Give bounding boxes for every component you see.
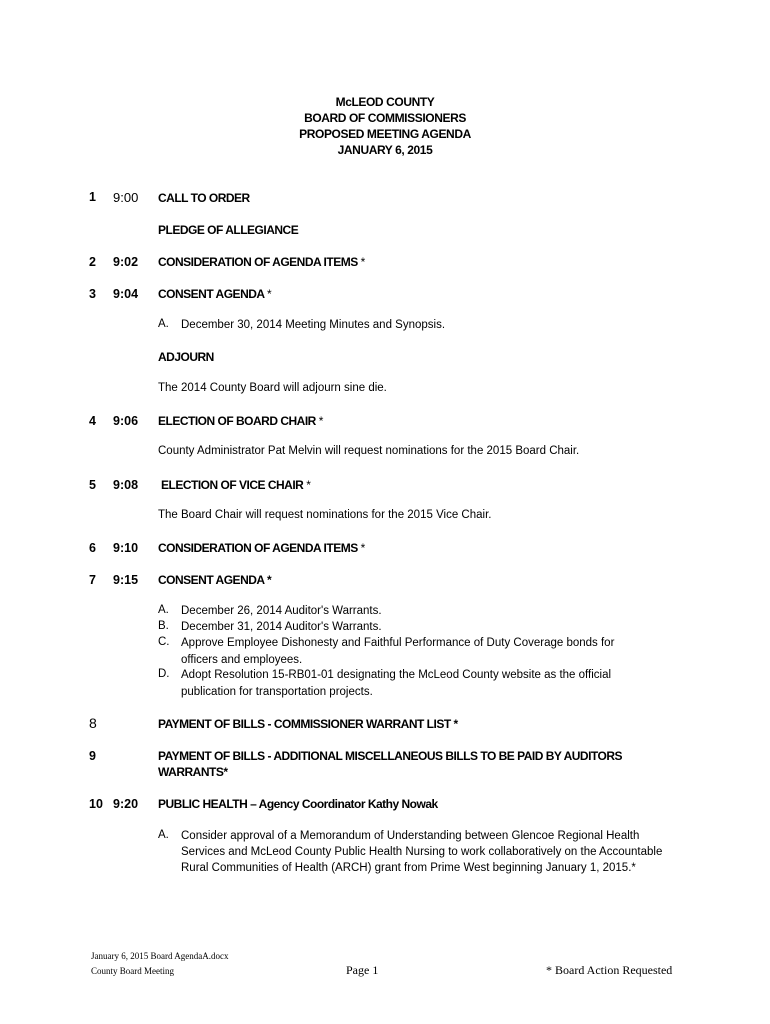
list-letter: A. <box>158 604 169 616</box>
list-item-continued: publication for transportation projects. <box>181 686 373 698</box>
item-heading: PLEDGE OF ALLEGIANCE <box>158 223 299 237</box>
item-number: 3 <box>89 287 96 301</box>
item-number: 5 <box>89 478 96 492</box>
footer-note: * Board Action Requested <box>546 963 673 977</box>
item-number: 7 <box>89 573 96 587</box>
item-number: 10 <box>89 797 103 811</box>
item-number: 8 <box>89 715 97 731</box>
agenda-title: PROPOSED MEETING AGENDA <box>299 127 471 141</box>
footer-page-number: Page 1 <box>346 963 379 977</box>
item-time: 9:04 <box>113 287 139 301</box>
list-item: December 26, 2014 Auditor's Warrants. <box>181 605 382 617</box>
item-heading: CONSIDERATION OF AGENDA ITEMS * <box>158 541 365 555</box>
item-number: 1 <box>89 190 96 204</box>
item-heading: PAYMENT OF BILLS - ADDITIONAL MISCELLANEOUS BILLS TO BE PAID BY AUDITORS <box>158 749 623 763</box>
list-item: Adopt Resolution 15-RB01-01 designating the McLeod County website as the official <box>181 669 612 681</box>
item-heading: ELECTION OF VICE CHAIR * <box>161 478 311 492</box>
list-item-continued: officers and employees. <box>181 654 303 666</box>
item-time: 9:06 <box>113 414 139 428</box>
item-text: County Administrator Pat Melvin will request nominations for the 2015 Board Chair. <box>158 445 580 457</box>
item-heading: CONSENT AGENDA * <box>158 573 272 587</box>
item-time: 9:10 <box>113 541 139 555</box>
agenda-date: JANUARY 6, 2015 <box>337 143 433 157</box>
list-item-continued: Rural Communities of Health (ARCH) grant from Prime West beginning January 1, 2015.* <box>181 862 636 874</box>
item-time: 9:08 <box>113 478 139 492</box>
item-time: 9:02 <box>113 255 139 269</box>
item-heading: PUBLIC HEALTH – Agency Coordinator Kathy Nowak <box>158 797 438 811</box>
board-name: BOARD OF COMMISSIONERS <box>304 111 466 125</box>
item-number: 6 <box>89 541 96 555</box>
item-number: 9 <box>89 749 96 763</box>
list-item: Consider approval of a Memorandum of Understanding between Glencoe Regional Health <box>181 830 640 842</box>
footer-filename: January 6, 2015 Board AgendaA.docx <box>91 951 229 961</box>
list-letter: D. <box>158 668 170 680</box>
item-heading: CONSENT AGENDA * <box>158 287 272 301</box>
county-name: McLEOD COUNTY <box>335 95 435 109</box>
list-item: Approve Employee Dishonesty and Faithful Performance of Duty Coverage bonds for <box>181 637 615 649</box>
item-heading-continued: WARRANTS* <box>158 765 228 779</box>
item-heading: ELECTION OF BOARD CHAIR * <box>158 414 323 428</box>
item-number: 2 <box>89 255 96 269</box>
list-item: December 30, 2014 Meeting Minutes and Synopsis. <box>181 319 446 331</box>
item-number: 4 <box>89 414 96 428</box>
item-text: The 2014 County Board will adjourn sine die. <box>158 382 387 394</box>
item-text: The Board Chair will request nominations for the 2015 Vice Chair. <box>158 509 492 521</box>
list-item-continued: Services and McLeod County Public Health Nursing to work collaboratively on the Accountable <box>181 846 663 858</box>
footer-meeting: County Board Meeting <box>91 966 174 976</box>
list-letter: C. <box>158 636 170 648</box>
item-heading: CALL TO ORDER <box>158 191 250 205</box>
list-letter: A. <box>158 318 169 330</box>
item-heading: ADJOURN <box>158 350 214 364</box>
item-time: 9:15 <box>113 573 139 587</box>
item-heading: CONSIDERATION OF AGENDA ITEMS * <box>158 255 365 269</box>
list-letter: B. <box>158 620 169 632</box>
item-time: 9:00 <box>113 190 139 205</box>
item-time: 9:20 <box>113 797 139 811</box>
list-letter: A. <box>158 829 169 841</box>
list-item: December 31, 2014 Auditor's Warrants. <box>181 621 382 633</box>
item-heading: PAYMENT OF BILLS - COMMISSIONER WARRANT LIST * <box>158 717 458 731</box>
